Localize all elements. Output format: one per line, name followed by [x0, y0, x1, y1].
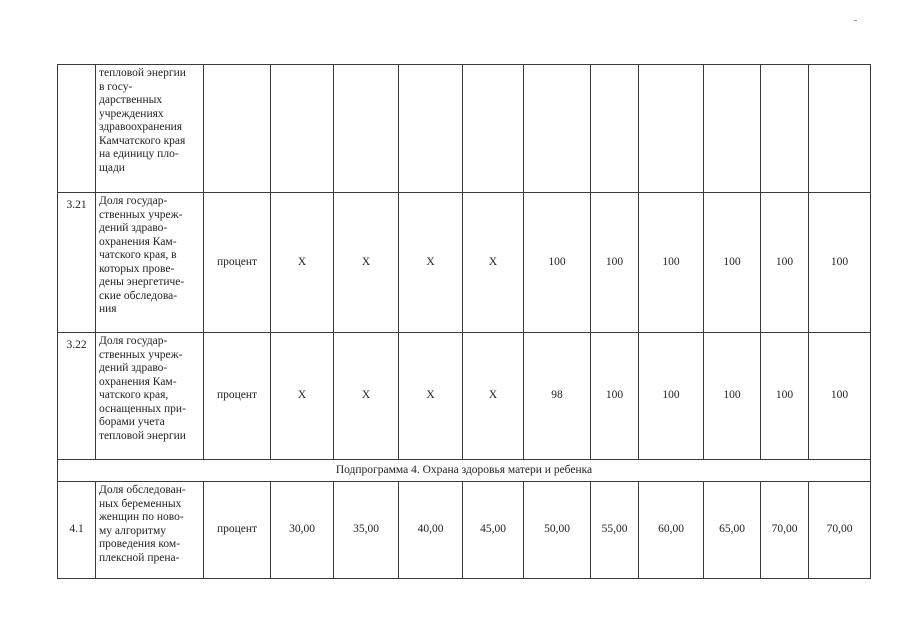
section-title: Подпрограмма 4. Охрана здоровья матери и ребенка [58, 460, 871, 482]
row-number [58, 65, 96, 193]
table-row [58, 193, 871, 333]
value-cell [463, 65, 524, 193]
row-number: 3.21 [58, 193, 96, 333]
row-number: 3.22 [58, 333, 96, 460]
section-row [58, 460, 871, 482]
value-cell: 70,00 [761, 482, 809, 579]
value-cell: Х [334, 193, 399, 333]
value-cell [591, 65, 639, 193]
value-cell: 50,00 [524, 482, 591, 579]
value-cell: 100 [591, 333, 639, 460]
value-cell: 100 [639, 193, 704, 333]
indicator-name: Доля государ- ственных учреж- дений здраво- охранения Кам- чатского края, в которых прове- дены энергетиче- ские обследова- ния [96, 193, 204, 333]
value-cell [524, 65, 591, 193]
table-row [58, 65, 871, 193]
value-cell: 100 [639, 333, 704, 460]
value-cell [334, 65, 399, 193]
value-cell: 100 [704, 193, 761, 333]
value-cell [761, 65, 809, 193]
value-cell: 55,00 [591, 482, 639, 579]
indicator-name: Доля государ- ственных учреж- дений здраво- охранения Кам- чатского края, оснащенных при- борами учета тепловой энергии [96, 333, 204, 460]
value-cell [809, 65, 871, 193]
value-cell: 60,00 [639, 482, 704, 579]
value-cell: 70,00 [809, 482, 871, 579]
value-cell: 100 [704, 333, 761, 460]
value-cell: 40,00 [399, 482, 463, 579]
table-row [58, 482, 871, 579]
indicators-table [57, 64, 871, 579]
value-cell: Х [271, 333, 334, 460]
unit-cell: процент [204, 333, 271, 460]
value-cell: 45,00 [463, 482, 524, 579]
value-cell: Х [399, 193, 463, 333]
value-cell: 100 [809, 193, 871, 333]
row-number: 4.1 [58, 482, 96, 579]
scan-speck [854, 20, 857, 21]
value-cell: Х [271, 193, 334, 333]
value-cell [271, 65, 334, 193]
value-cell: 100 [524, 193, 591, 333]
value-cell: 100 [761, 333, 809, 460]
value-cell [704, 65, 761, 193]
unit-cell: процент [204, 482, 271, 579]
value-cell: 100 [809, 333, 871, 460]
unit-cell: процент [204, 193, 271, 333]
value-cell: 35,00 [334, 482, 399, 579]
value-cell: Х [463, 193, 524, 333]
value-cell: 100 [591, 193, 639, 333]
value-cell [639, 65, 704, 193]
value-cell: 30,00 [271, 482, 334, 579]
indicator-name: тепловой энергии в госу- дарственных учреждениях здравоохранения Камчатского края на единицу пло- щади [96, 65, 204, 193]
value-cell: 100 [761, 193, 809, 333]
unit-cell [204, 65, 271, 193]
value-cell: Х [463, 333, 524, 460]
value-cell: Х [399, 333, 463, 460]
value-cell: 98 [524, 333, 591, 460]
indicator-name: Доля обследован- ных беременных женщин по ново- му алгоритму проведения ком- плексной прена- [96, 482, 204, 579]
table-row [58, 333, 871, 460]
value-cell: 65,00 [704, 482, 761, 579]
value-cell: Х [334, 333, 399, 460]
value-cell [399, 65, 463, 193]
